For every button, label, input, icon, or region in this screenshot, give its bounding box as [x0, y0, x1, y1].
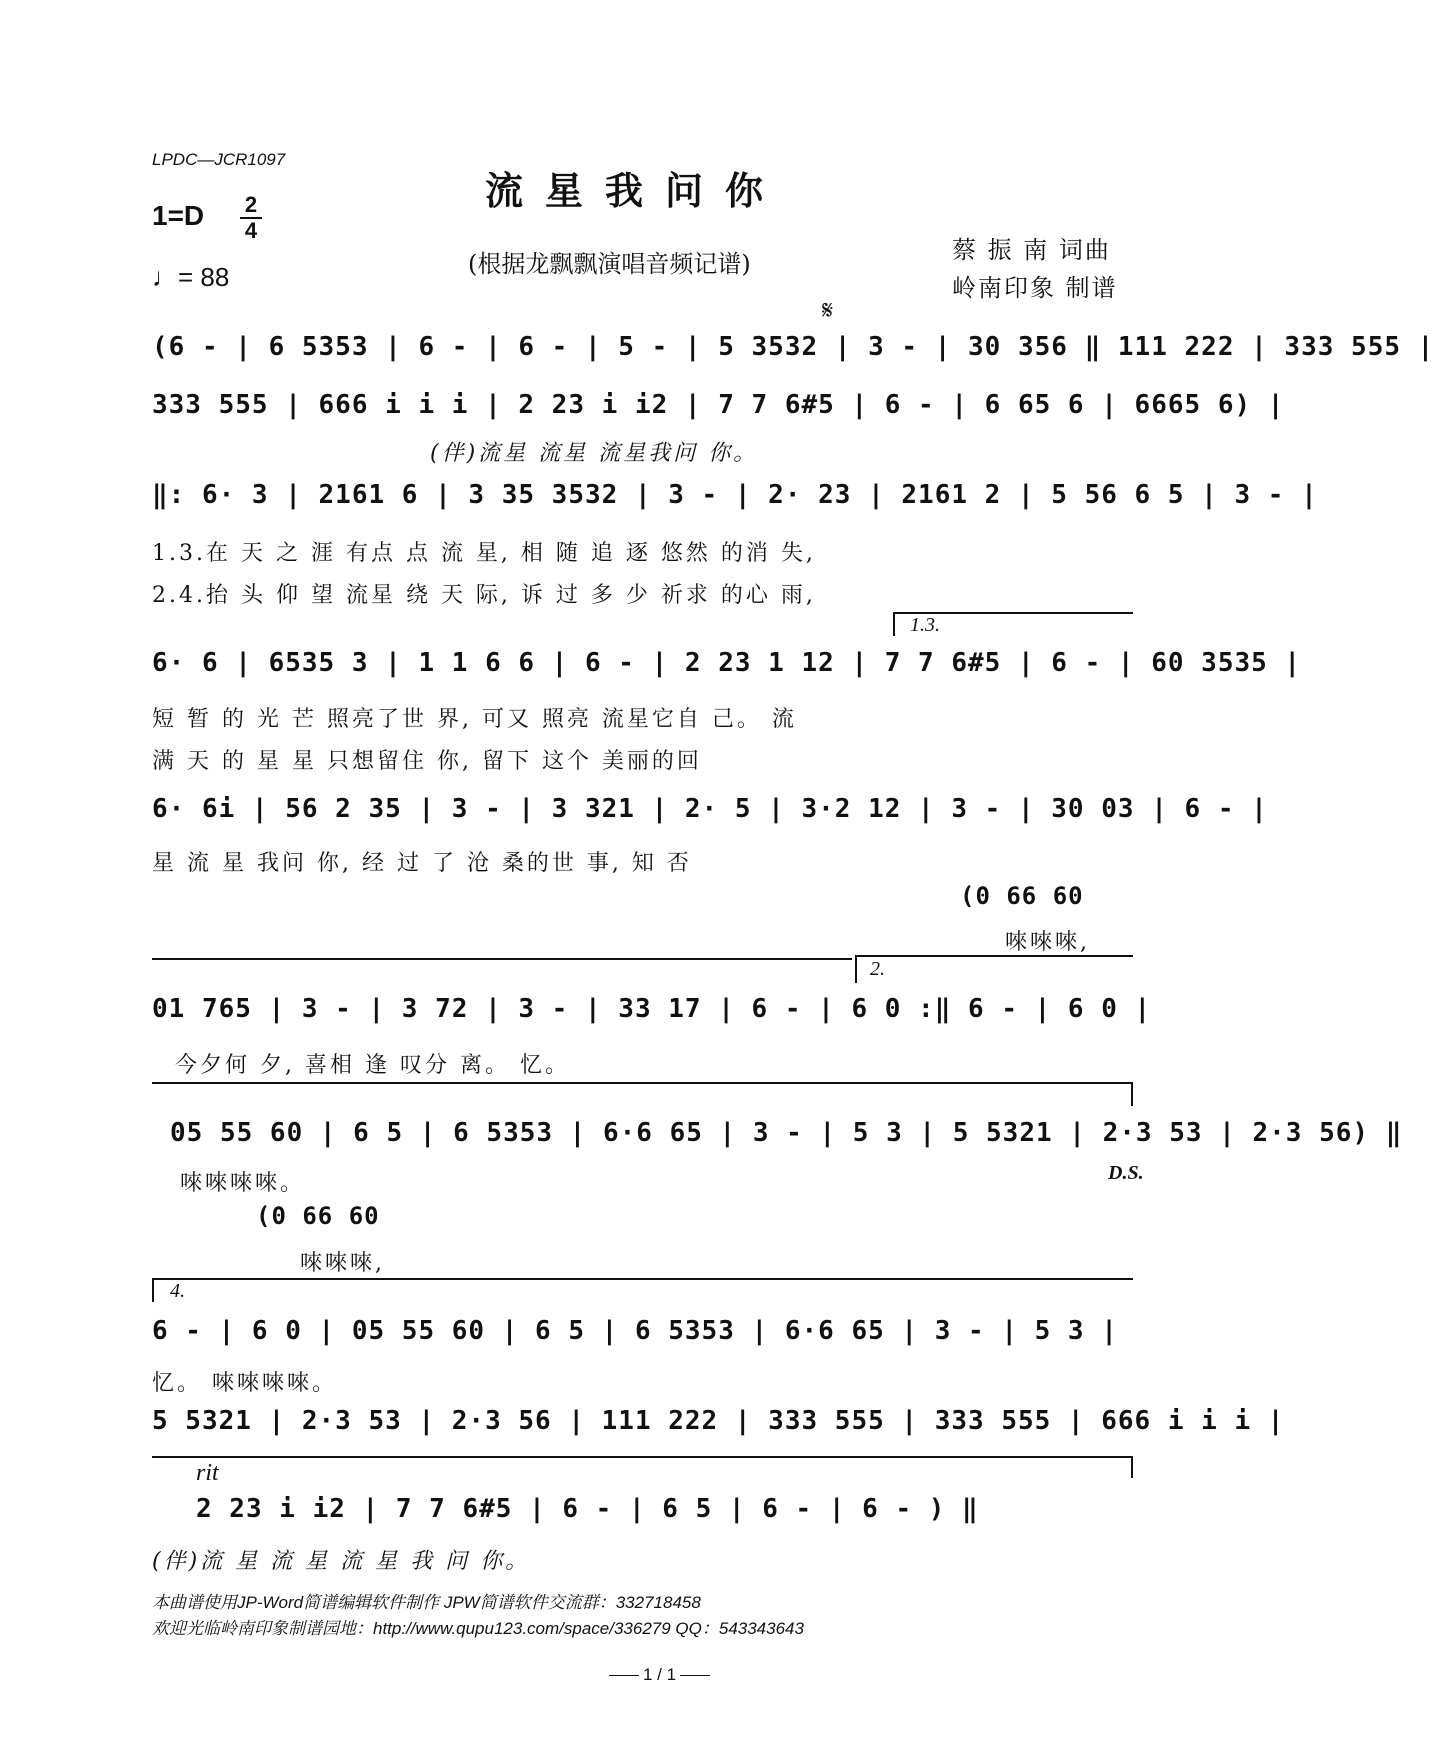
notation-echo-2: (0 66 60 [256, 1202, 380, 1230]
volta-4-left [152, 1278, 154, 1302]
lyric-line-verse2: 2.4.抬 头 仰 望 流星 绕 天 际, 诉 过 多 少 祈求 的心 雨, [152, 583, 816, 608]
time-denominator: 4 [244, 218, 258, 243]
volta-1-3-label: 1.3. [910, 614, 940, 636]
lyric-line-11: 忆。 唻唻唻唻。 [152, 1371, 337, 1396]
lyric-line-8: 今夕何 夕, 喜相 逢 叹分 离。 忆。 [175, 1053, 570, 1078]
notation-line-7: 05 55 60 | 6 5 | 6 5353 | 6·6 65 | 3 - | 5 3 | 5 5321 | 2·3 53 | 2·3 56) ‖ [170, 1118, 1403, 1148]
score-code: LPDC—JCR1097 [152, 150, 286, 169]
notation-line-4: 6· 6 | 6535 3 | 1 1 6 6 | 6 - | 2 23 1 12 | 7 7 6#5 | 6 - | 60 3535 | [152, 648, 1302, 678]
volta-4-bracket [152, 1278, 1133, 1280]
notation-line-10: 2 23 i i2 | 7 7 6#5 | 6 - | 6 5 | 6 - | 6 - ) ‖ [196, 1494, 979, 1524]
staff-divider-1 [152, 958, 852, 960]
notation-line-3: ‖: 6· 3 | 2161 6 | 3 35 3532 | 3 - | 2· 23 | 2161 2 | 5 56 6 5 | 3 - | [152, 480, 1318, 510]
page-number-text: 1 / 1 [643, 1665, 677, 1684]
notation-line-9: 5 5321 | 2·3 53 | 2·3 56 | 111 222 | 333 555 | 333 555 | 666 i i i | [152, 1406, 1285, 1436]
song-title: 流星我问你 [485, 168, 786, 213]
volta-2-bracket [855, 955, 1133, 957]
lyric-line-5: 满 天 的 星 星 只想留住 你, 留下 这个 美丽的回 [152, 749, 702, 774]
notation-line-1: (6 - | 6 5353 | 6 - | 6 - | 5 - | 5 3532 | 3 - | 30 356 ‖ 111 222 | 333 555 | [152, 332, 1434, 362]
page-number [605, 1665, 714, 1685]
staff-divider-2-end [1131, 1082, 1133, 1106]
page-number-rule-left [609, 1675, 639, 1676]
lyric-line-6: 星 流 星 我问 你, 经 过 了 沧 桑的世 事, 知 否 [152, 851, 692, 876]
notation-line-6: 01 765 | 3 - | 3 72 | 3 - | 33 17 | 6 - | 6 0 :‖ 6 - | 6 0 | [152, 994, 1152, 1024]
volta-2-label: 2. [870, 958, 885, 980]
volta-4-label: 4. [170, 1280, 185, 1302]
lyric-echo-1: 唻唻唻, [1005, 930, 1090, 955]
volta-1-3-left [893, 612, 895, 636]
song-subtitle: (根据龙飘飘演唱音频记谱) [468, 250, 751, 278]
staff-divider-2 [152, 1082, 1133, 1084]
page-number-rule-right [680, 1675, 710, 1676]
lyric-line-intro: (伴)流星 流星 流星我问 你。 [430, 441, 759, 466]
lyric-line-12: (伴)流 星 流 星 流 星 我 问 你。 [152, 1549, 531, 1574]
lyric-line-9: 唻唻唻唻。 [180, 1171, 306, 1196]
lyric-echo-2: 唻唻唻, [300, 1251, 385, 1276]
tempo-marking: ♩= 88 [152, 262, 230, 292]
rit-bracket-end [1131, 1456, 1133, 1478]
footer-software-note: 本曲谱使用JP-Word简谱编辑软件制作 JPW简谱软件交流群：332718458 [152, 1593, 701, 1612]
footer-website-note: 欢迎光临岭南印象制谱园地：http://www.qupu123.com/space/336279 QQ：543343643 [152, 1619, 804, 1638]
dal-segno-mark: D.S. [1108, 1162, 1144, 1184]
time-numerator: 2 [244, 192, 258, 217]
time-signature [240, 194, 262, 242]
lyric-line-4: 短 暂 的 光 芒 照亮了世 界, 可又 照亮 流星它自 己。 流 [152, 707, 797, 732]
notation-echo-1: (0 66 60 [960, 882, 1084, 910]
notation-line-5: 6· 6i | 56 2 35 | 3 - | 3 321 | 2· 5 | 3·2 12 | 3 - | 30 03 | 6 - | [152, 794, 1268, 824]
key-signature: 1=D [152, 200, 205, 231]
composer-credit: 蔡 振 南 词曲 [952, 236, 1111, 264]
notation-line-2: 333 555 | 666 i i i | 2 23 i i2 | 7 7 6#5 | 6 - | 6 65 6 | 6665 6) | [152, 390, 1285, 420]
arranger-credit: 岭南印象 制谱 [952, 274, 1118, 302]
volta-2-left [855, 955, 857, 983]
lyric-line-verse1: 1.3.在 天 之 涯 有点 点 流 星, 相 随 追 逐 悠然 的消 失, [152, 541, 816, 566]
segno-sign: 𝄋 [822, 296, 834, 326]
rit-bracket [152, 1456, 1133, 1458]
ritardando-mark: rit [196, 1460, 219, 1486]
notation-line-8: 6 - | 6 0 | 05 55 60 | 6 5 | 6 5353 | 6·6 65 | 3 - | 5 3 | [152, 1316, 1118, 1346]
